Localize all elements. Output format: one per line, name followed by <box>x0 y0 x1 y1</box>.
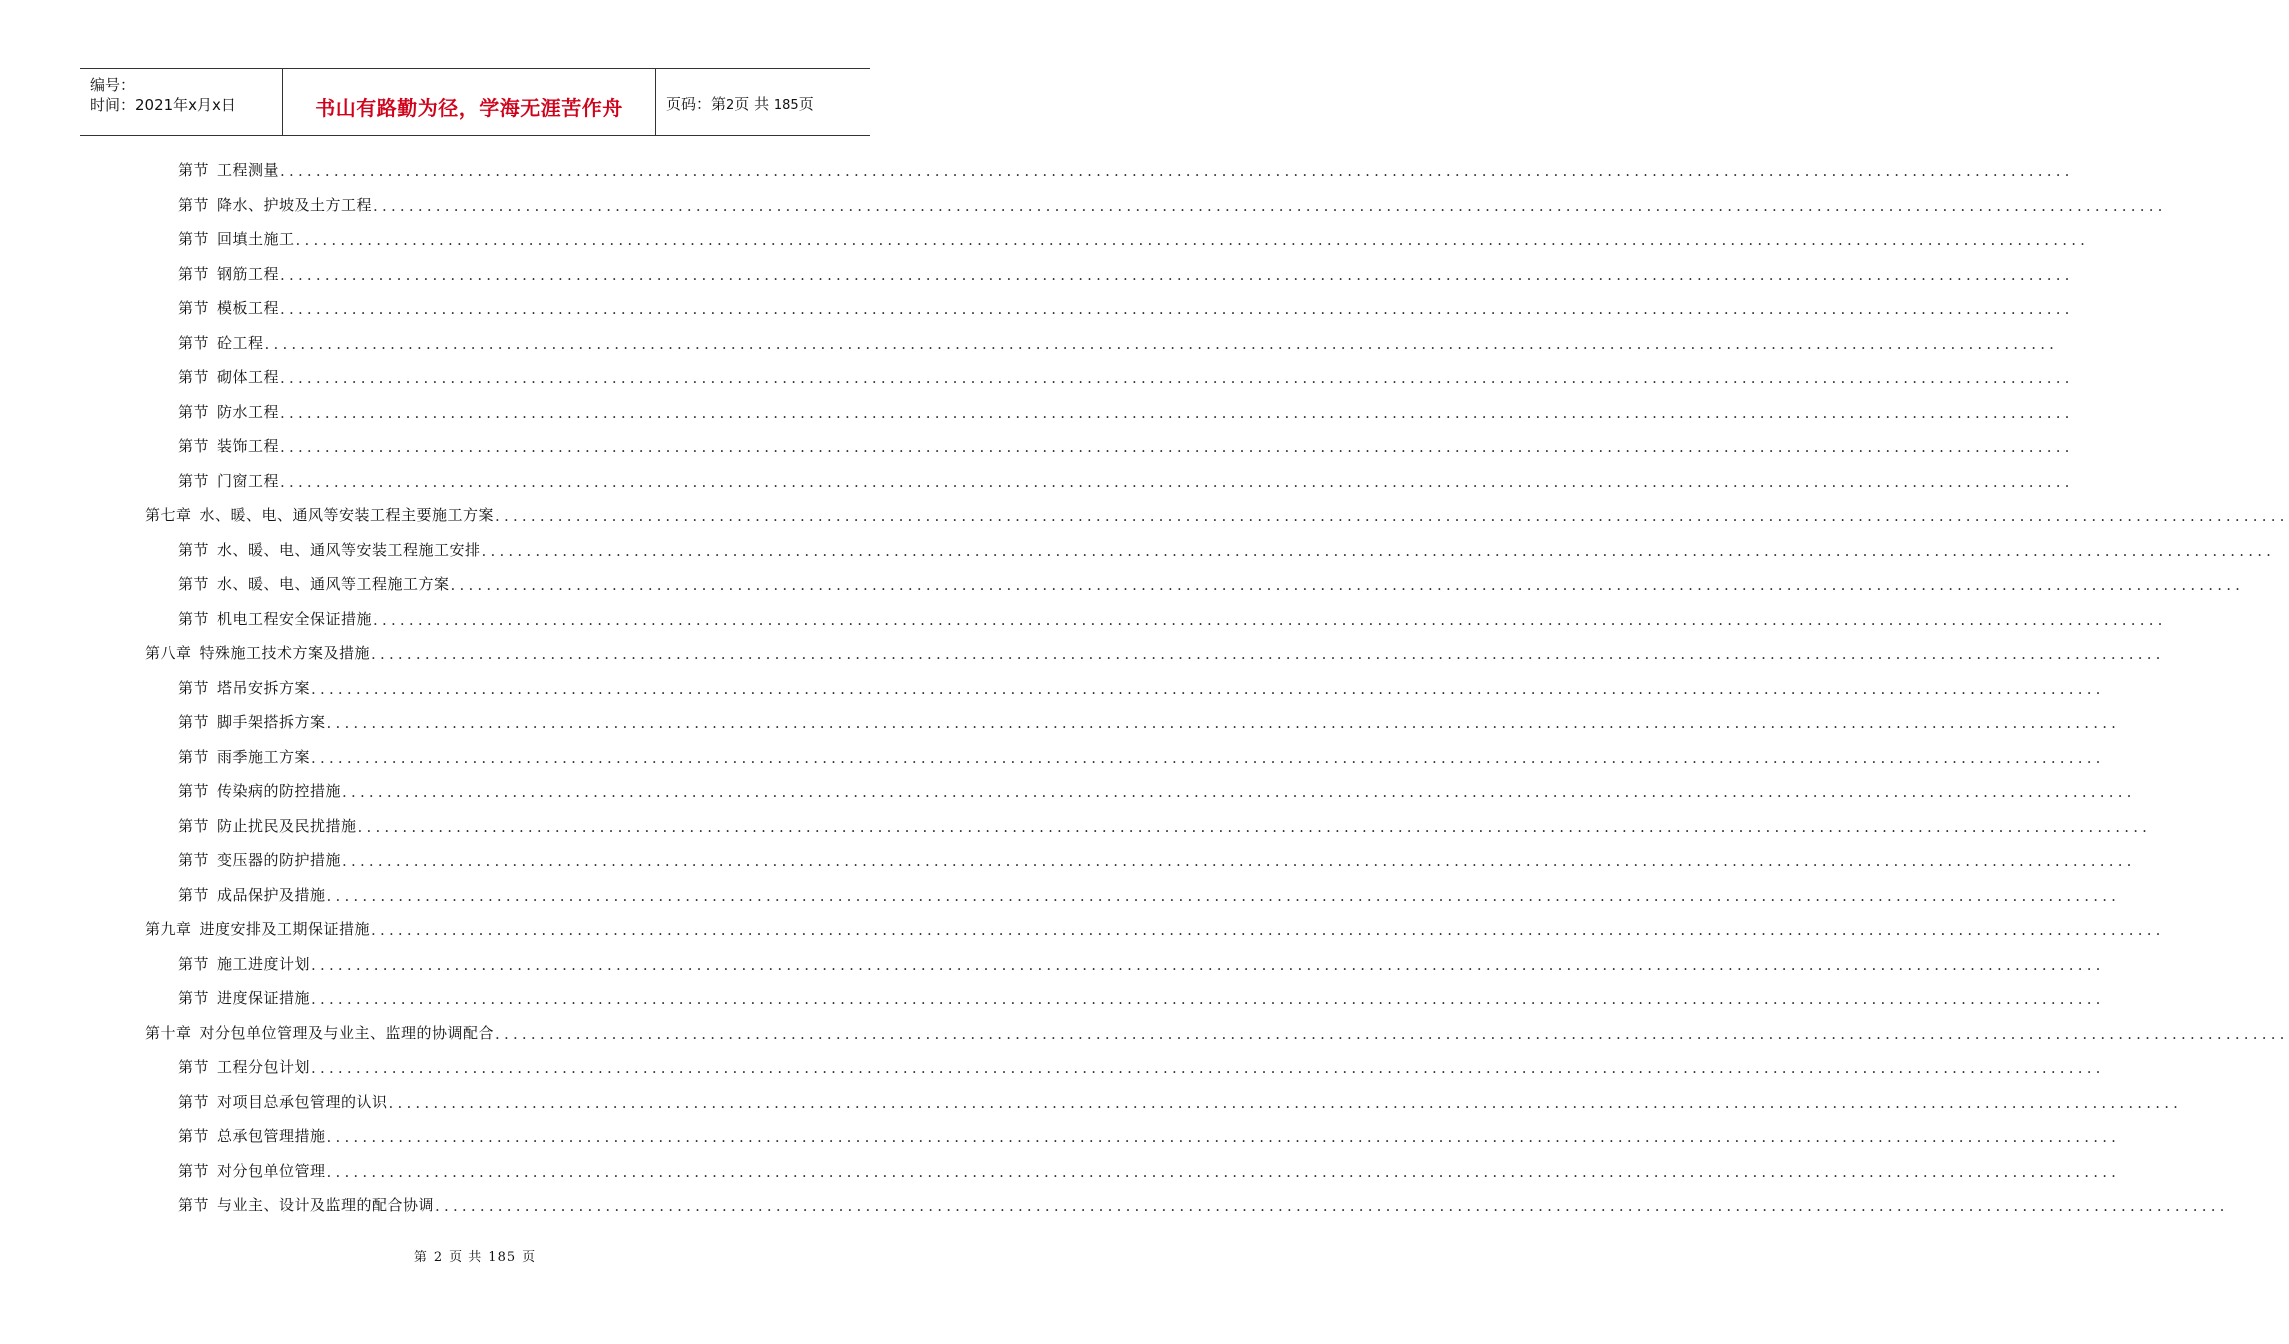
toc-entry-title: 对分包单位管理及与业主、监理的协调配合 <box>199 1023 495 1042</box>
toc-dot-leader: ........................................................................................................................................................................................................ <box>311 1059 2105 1077</box>
toc-section-entry[interactable] <box>178 1120 2121 1146</box>
toc-chapter-entry[interactable] <box>145 499 2289 525</box>
toc-dot-leader: ........................................................................................................................................................................................................ <box>311 679 2105 698</box>
toc-entry-title: 水、暖、电、通风等安装工程主要施工方案 <box>199 506 495 524</box>
header-motto: 书山有路勤为径，学海无涯苦作舟 <box>315 95 623 120</box>
toc-entry-title: 装饰工程 <box>217 437 280 455</box>
toc-dot-leader: ........................................................................................................................................................................................................ <box>342 783 2136 801</box>
footer-mid: 页 共 <box>449 1250 483 1265</box>
toc-entry-label <box>145 1022 494 1043</box>
footer-suffix: 页 <box>522 1250 537 1265</box>
toc-dot-leader: ........................................................................................................................................................................................................ <box>280 403 2074 422</box>
toc-dot-leader: ........................................................................................................................................................................................................ <box>373 610 2167 629</box>
toc-entry-title: 砼工程 <box>217 333 264 352</box>
toc-entry-number: 第节 <box>178 368 210 386</box>
toc-entry-label <box>178 297 279 318</box>
toc-entry-title: 对项目总承包管理的认识 <box>217 1092 388 1111</box>
toc-dot-leader: ........................................................................................................................................................................................................ <box>435 1197 2229 1215</box>
toc-entry-title: 钢筋工程 <box>217 264 280 283</box>
toc-entry-number: 第节 <box>178 195 210 214</box>
toc-entry-label <box>178 1091 388 1112</box>
toc-entry-label <box>178 228 295 249</box>
toc-entry-title: 特殊施工技术方案及措施 <box>199 644 371 662</box>
header-meta <box>80 69 282 135</box>
toc-entry-label <box>178 263 279 284</box>
toc-chapter-entry[interactable] <box>145 1017 2289 1043</box>
toc-entry-title: 传染病的防控措施 <box>217 782 342 800</box>
toc-section-entry[interactable] <box>178 1051 2105 1077</box>
toc-entry-number: 第节 <box>178 885 210 904</box>
toc-section-entry[interactable] <box>178 741 2105 767</box>
toc-entry-title: 工程分包计划 <box>217 1058 311 1076</box>
toc-entry-number: 第节 <box>178 747 210 766</box>
toc-entry-label <box>178 159 279 180</box>
toc-entry-number: 第节 <box>178 161 210 179</box>
toc-dot-leader: ........................................................................................................................................................................................................ <box>342 852 2136 870</box>
header-page-total: 185 <box>773 97 799 113</box>
toc-dot-leader: ........................................................................................................................................................................................................ <box>326 1128 2121 1146</box>
toc-entry-title: 进度保证措施 <box>217 989 311 1007</box>
toc-dot-leader: ........................................................................................................................................................................................................ <box>495 1024 2289 1043</box>
toc-section-entry[interactable] <box>178 1189 2229 1215</box>
toc-entry-label <box>178 711 326 732</box>
toc-entry-title: 防水工程 <box>217 402 280 421</box>
toc-dot-leader: ........................................................................................................................................................................................................ <box>311 748 2105 767</box>
header-page-current: 2 <box>726 97 735 113</box>
toc-section-entry[interactable] <box>178 948 2105 974</box>
toc-section-entry[interactable] <box>178 1086 2183 1112</box>
toc-entry-number: 第节 <box>178 299 210 317</box>
toc-entry-number: 第节 <box>178 1161 210 1180</box>
toc-dot-leader: ........................................................................................................................................................................................................ <box>326 714 2121 732</box>
footer-total: 185 <box>488 1250 517 1265</box>
toc-dot-leader: ........................................................................................................................................................................................................ <box>311 955 2105 974</box>
toc-section-entry[interactable] <box>178 154 2074 180</box>
toc-entry-label <box>178 401 279 422</box>
toc-entry-number: 第节 <box>178 264 210 283</box>
toc-dot-leader: ........................................................................................................................................................................................................ <box>280 369 2074 387</box>
toc-entry-label <box>178 1056 310 1077</box>
toc-entry-title: 砌体工程 <box>217 368 280 386</box>
toc-dot-leader: ........................................................................................................................................................................................................ <box>450 576 2245 594</box>
toc-dot-leader: ........................................................................................................................................................................................................ <box>311 990 2105 1008</box>
time-label: 时间：2021年x月x日 <box>90 96 236 114</box>
toc-entry-number: 第节 <box>178 782 210 800</box>
toc-section-entry[interactable] <box>178 292 2074 318</box>
toc-chapter-entry[interactable] <box>145 913 2165 939</box>
toc-dot-leader: ........................................................................................................................................................................................................ <box>388 1093 2183 1112</box>
toc-entry-number: 第七章 <box>145 506 192 524</box>
toc-entry-number: 第节 <box>178 471 210 490</box>
page-header <box>80 68 870 136</box>
toc-entry-label <box>178 470 279 491</box>
toc-entry-title: 施工进度计划 <box>217 954 311 973</box>
footer-prefix: 第 <box>413 1250 428 1265</box>
toc-section-entry[interactable] <box>178 430 2074 456</box>
toc-chapter-entry[interactable] <box>145 637 2165 663</box>
toc-dot-leader: ........................................................................................................................................................................................................ <box>371 645 2165 663</box>
toc-section-entry[interactable] <box>178 258 2074 284</box>
toc-section-entry[interactable] <box>178 672 2105 698</box>
toc-dot-leader: ........................................................................................................................................................................................................ <box>373 196 2167 215</box>
toc-entry-title: 门窗工程 <box>217 471 280 490</box>
toc-section-entry[interactable] <box>178 189 2167 215</box>
toc-dot-leader: ........................................................................................................................................................................................................ <box>280 162 2074 180</box>
toc-entry-number: 第节 <box>178 402 210 421</box>
page-footer <box>0 1246 950 1265</box>
toc-entry-title: 变压器的防护措施 <box>217 851 342 869</box>
toc-entry-label <box>178 987 310 1008</box>
toc-entry-number: 第节 <box>178 678 210 697</box>
toc-entry-label <box>178 435 279 456</box>
toc-section-entry[interactable] <box>178 810 2152 836</box>
toc-entry-label <box>178 366 279 387</box>
toc-entry-title: 工程测量 <box>217 161 280 179</box>
toc-entry-number: 第八章 <box>145 644 192 662</box>
toc-entry-label <box>178 1160 326 1181</box>
toc-section-entry[interactable] <box>178 568 2245 594</box>
toc-entry-label <box>178 884 326 905</box>
toc-entry-label <box>145 642 370 663</box>
footer-current: 2 <box>433 1250 444 1265</box>
toc-dot-leader: ........................................................................................................................................................................................................ <box>264 334 2059 353</box>
toc-entry-number: 第节 <box>178 540 210 559</box>
toc-entry-title: 总承包管理措施 <box>217 1127 326 1145</box>
toc-section-entry[interactable] <box>178 465 2074 491</box>
toc-entry-label <box>178 332 264 353</box>
toc-entry-title: 水、暖、电、通风等安装工程施工安排 <box>217 540 481 559</box>
toc-entry-number: 第节 <box>178 230 210 248</box>
toc-entry-title: 回填土施工 <box>217 230 295 248</box>
toc-section-entry[interactable] <box>178 706 2121 732</box>
toc-dot-leader: ........................................................................................................................................................................................................ <box>326 886 2121 905</box>
toc-entry-label <box>145 918 370 939</box>
toc-entry-title: 机电工程安全保证措施 <box>217 609 373 628</box>
toc-dot-leader: ........................................................................................................................................................................................................ <box>280 300 2074 318</box>
toc-entry-label <box>178 1125 326 1146</box>
toc-dot-leader: ........................................................................................................................................................................................................ <box>280 438 2074 456</box>
toc-entry-number: 第节 <box>178 575 210 593</box>
toc-entry-title: 进度安排及工期保证措施 <box>199 920 371 938</box>
toc-section-entry[interactable] <box>178 396 2074 422</box>
toc-entry-title: 与业主、设计及监理的配合协调 <box>217 1196 435 1214</box>
toc-entry-label <box>178 539 481 560</box>
toc-entry-title: 降水、护坡及土方工程 <box>217 195 373 214</box>
toc-dot-leader: ........................................................................................................................................................................................................ <box>280 265 2074 284</box>
toc-section-entry[interactable] <box>178 534 2276 560</box>
toc-entry-title: 防止扰民及民扰措施 <box>217 816 357 835</box>
toc-entry-title: 塔吊安拆方案 <box>217 678 311 697</box>
toc-entry-label <box>178 746 310 767</box>
header-motto-cell <box>282 69 656 135</box>
toc-entry-label <box>178 573 450 594</box>
header-page-mid: 页 共 <box>734 94 770 113</box>
toc-entry-label <box>178 953 310 974</box>
toc-entry-title: 水、暖、电、通风等工程施工方案 <box>217 575 450 593</box>
toc-entry-title: 模板工程 <box>217 299 280 317</box>
toc-entry-number: 第节 <box>178 954 210 973</box>
header-page-suffix: 页 <box>798 94 814 113</box>
toc-entry-label <box>178 677 310 698</box>
toc-section-entry[interactable] <box>178 603 2167 629</box>
toc-entry-label <box>178 1194 434 1215</box>
toc-entry-number: 第节 <box>178 1196 210 1214</box>
toc-entry-label <box>178 815 357 836</box>
header-page-number <box>656 69 870 135</box>
toc-dot-leader: ........................................................................................................................................................................................................ <box>280 472 2074 491</box>
toc-entry-title: 雨季施工方案 <box>217 747 311 766</box>
toc-entry-number: 第节 <box>178 437 210 455</box>
toc-section-entry[interactable] <box>178 879 2121 905</box>
toc-dot-leader: ........................................................................................................................................................................................................ <box>481 541 2276 560</box>
toc-entry-number: 第节 <box>178 713 210 731</box>
toc-entry-label <box>145 504 494 525</box>
toc-entry-number: 第十章 <box>145 1023 192 1042</box>
toc-entry-number: 第节 <box>178 989 210 1007</box>
toc-entry-number: 第九章 <box>145 920 192 938</box>
toc-entry-number: 第节 <box>178 851 210 869</box>
toc-entry-title: 脚手架搭拆方案 <box>217 713 326 731</box>
toc-section-entry[interactable] <box>178 844 2136 870</box>
toc-dot-leader: ........................................................................................................................................................................................................ <box>357 817 2152 836</box>
toc-dot-leader: ........................................................................................................................................................................................................ <box>371 921 2165 939</box>
toc-entry-title: 成品保护及措施 <box>217 885 326 904</box>
toc-section-entry[interactable] <box>178 223 2090 249</box>
toc-entry-number: 第节 <box>178 1092 210 1111</box>
toc-entry-title: 对分包单位管理 <box>217 1161 326 1180</box>
toc-entry-label <box>178 608 372 629</box>
toc-entry-number: 第节 <box>178 609 210 628</box>
toc-entry-label <box>178 780 341 801</box>
header-page-text <box>666 93 870 114</box>
toc-dot-leader: ........................................................................................................................................................................................................ <box>326 1162 2121 1181</box>
toc-entry-label <box>178 849 341 870</box>
toc-entry-label <box>178 194 372 215</box>
toc-section-entry[interactable] <box>178 775 2136 801</box>
toc-entry-number: 第节 <box>178 333 210 352</box>
toc-section-entry[interactable] <box>178 327 2059 353</box>
toc-section-entry[interactable] <box>178 982 2105 1008</box>
toc-section-entry[interactable] <box>178 1155 2121 1181</box>
toc-dot-leader: ........................................................................................................................................................................................................ <box>295 231 2090 249</box>
toc-section-entry[interactable] <box>178 361 2074 387</box>
toc-entry-number: 第节 <box>178 1127 210 1145</box>
header-page-prefix: 页码：第 <box>666 94 727 113</box>
toc-entry-number: 第节 <box>178 1058 210 1076</box>
toc-dot-leader: ........................................................................................................................................................................................................ <box>495 507 2289 525</box>
serial-label: 编号： <box>90 76 136 94</box>
toc-entry-number: 第节 <box>178 816 210 835</box>
